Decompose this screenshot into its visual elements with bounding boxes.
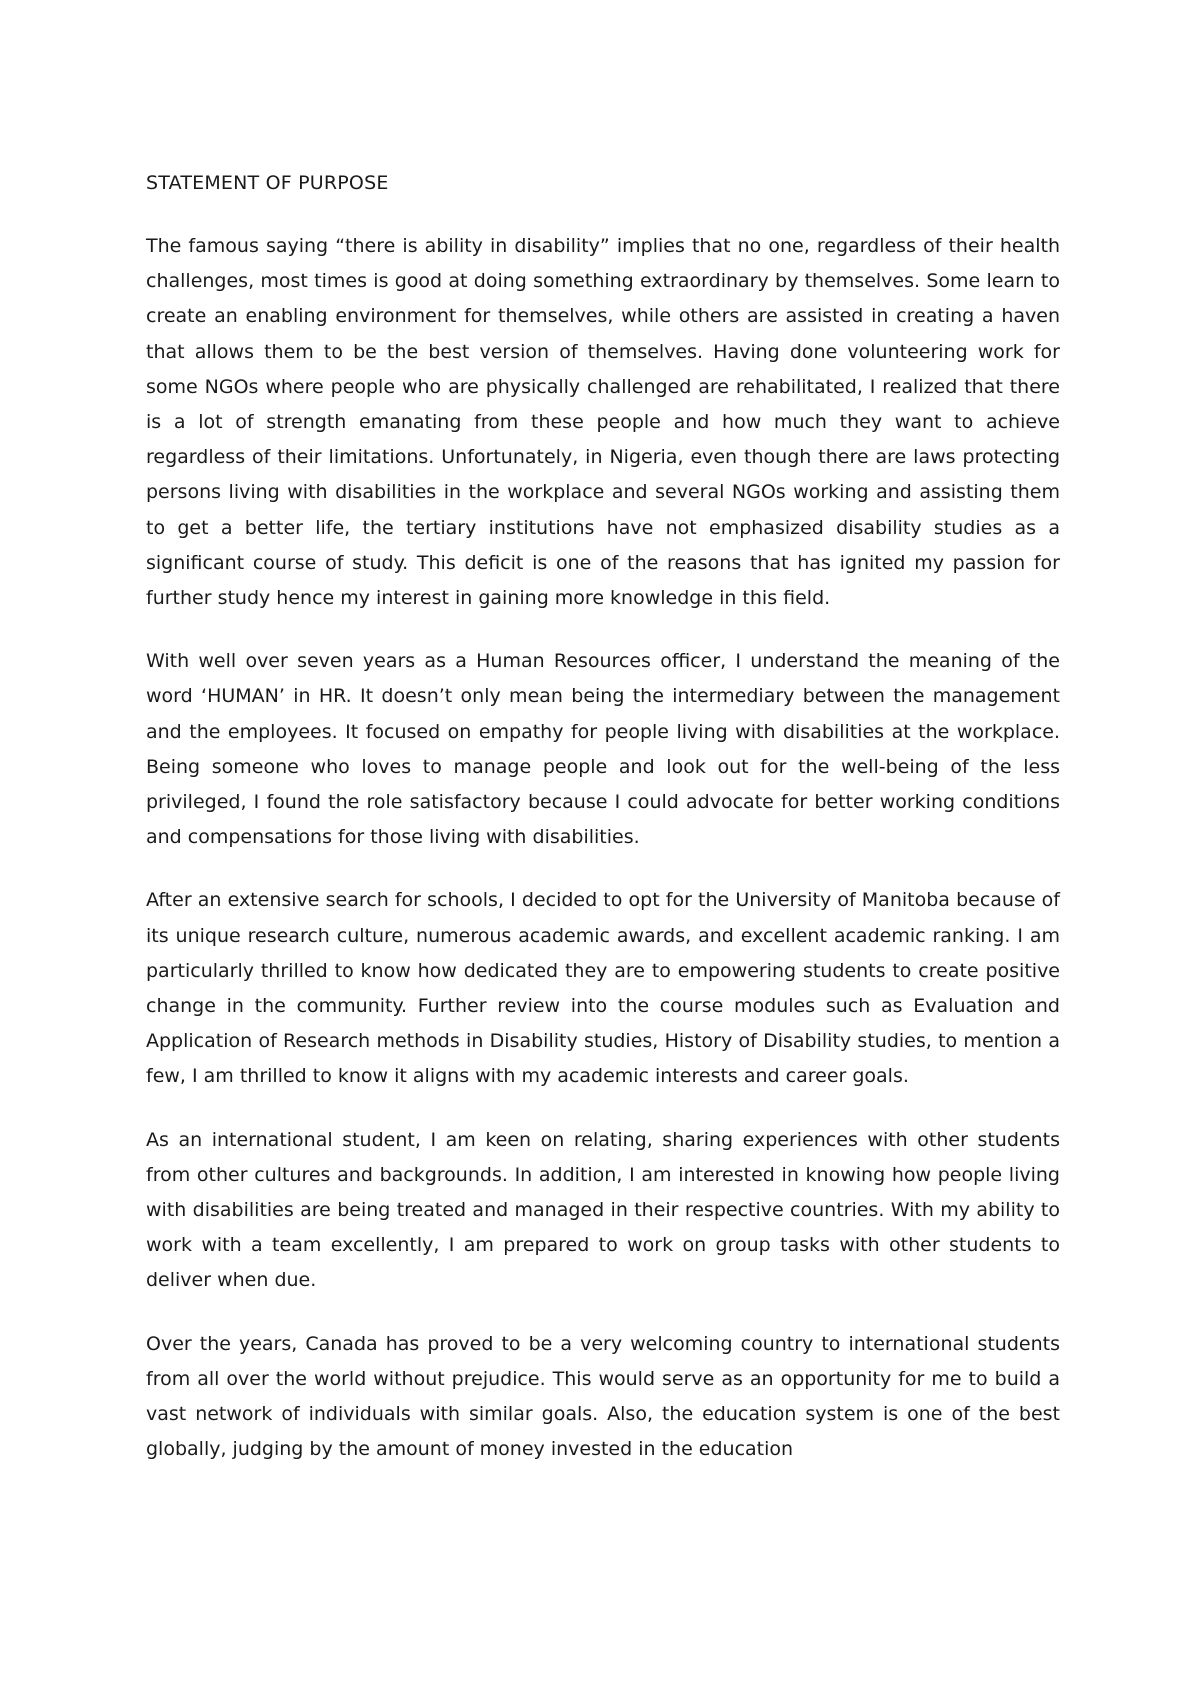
paragraph-3: After an extensive search for schools, I decided to opt for the University of Manitoba because of its unique research culture, numerous academic awards, and excellent academic ranking. I am particularly thrilled to know how dedicated they are to empowering students to create positive change in the community. Further review into the course modules such as Evaluation and Application of Research methods in Disability studies, History of Disability studies, to mention a few, I am thrilled to know it aligns with my academic interests and career goals.: [146, 889, 1060, 1088]
document-title: STATEMENT OF PURPOSE: [146, 172, 389, 194]
paragraph-2: With well over seven years as a Human Resources officer, I understand the meaning of the word ‘HUMAN’ in HR. It doesn’t only mean being the intermediary between the management and the employees. It focused on empathy for people living with disabilities at the workplace. Being someone who loves to manage people and look out for the well-being of the less privileged, I found the role satisfactory because I could advocate for better working conditions and compensations for those living with disabilities.: [146, 650, 1060, 849]
paragraph-1: The famous saying “there is ability in disability” implies that no one, regardless of their health challenges, most times is good at doing something extraordinary by themselves. Some learn to create an enabling environment for themselves, while others are assisted in creating a haven that allows them to be the best version of themselves. Having done volunteering work for some NGOs where people who are physically challenged are rehabilitated, I realized that there is a lot of strength emanating from these people and how much they want to achieve regardless of their limitations. Unfortunately, in Nigeria, even though there are laws protecting persons living with disabilities in the workplace and several NGOs working and assisting them to get a better life, the tertiary institutions have not emphasized disability studies as a significant course of study. This deficit is one of the reasons that has ignited my passion for further study hence my interest in gaining more knowledge in this field.: [146, 235, 1060, 610]
paragraph-5: Over the years, Canada has proved to be a very welcoming country to international students from all over the world without prejudice. This would serve as an opportunity for me to build a vast network of individuals with similar goals. Also, the education system is one of the best globally, judging by the amount of money invested in the education: [146, 1332, 1060, 1461]
document-page: [146, 166, 1060, 1468]
paragraph-4: As an international student, I am keen on relating, sharing experiences with other students from other cultures and backgrounds. In addition, I am interested in knowing how people living with disabilities are being treated and managed in their respective countries. With my ability to work with a team excellently, I am prepared to work on group tasks with other students to deliver when due.: [146, 1128, 1060, 1292]
